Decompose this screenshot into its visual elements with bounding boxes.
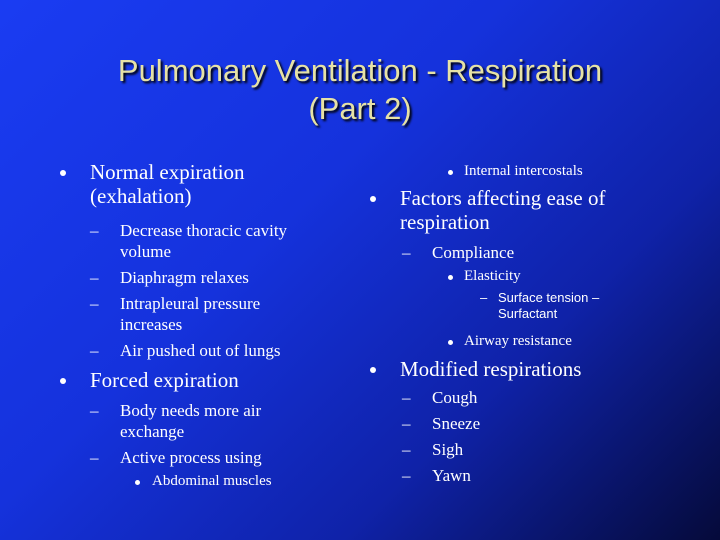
- sub-sub-item: [370, 267, 664, 286]
- small-disc-bullet-icon: [448, 340, 453, 345]
- sub-item-text: Diaphragm relaxes: [120, 268, 249, 287]
- sub-item-text: Yawn: [432, 466, 471, 485]
- sub-item-text: Sigh: [432, 440, 464, 459]
- bullet-text: Factors affecting ease of respiration: [400, 186, 606, 234]
- bullet-modified: [370, 357, 680, 381]
- sub-item-text: Body needs more air exchange: [120, 401, 262, 441]
- small-disc-bullet-icon: [135, 480, 140, 485]
- sub-item: [370, 439, 632, 460]
- slide-title-line-2: (Part 2): [308, 91, 412, 126]
- left-column: [50, 160, 350, 491]
- sub-item: [370, 387, 632, 408]
- en-dash-icon: –: [90, 341, 99, 360]
- level-4-item: [370, 290, 618, 322]
- en-dash-icon: –: [402, 388, 411, 407]
- en-dash-icon: –: [402, 414, 411, 433]
- en-dash-icon: –: [402, 466, 411, 485]
- sub-item-text: Intrapleural pressure increases: [120, 294, 261, 334]
- bullet-text: Modified respirations: [400, 357, 582, 381]
- en-dash-icon: –: [90, 221, 99, 240]
- en-dash-icon: –: [402, 243, 411, 262]
- sub-item: [50, 340, 330, 361]
- slide-title-line-1: Pulmonary Ventilation - Respiration: [117, 53, 603, 88]
- sub-sub-item-text: Airway resistance: [464, 333, 572, 349]
- bullet-normal-expiration: [50, 160, 290, 208]
- bullet-text: Normal expiration (exhalation): [90, 160, 245, 208]
- en-dash-icon: –: [90, 294, 99, 313]
- en-dash-icon: –: [90, 268, 99, 287]
- en-dash-icon: –: [402, 440, 411, 459]
- sub-item: [370, 413, 632, 434]
- sub-item: [50, 267, 330, 288]
- sub-item-text: Cough: [432, 388, 478, 407]
- slide-title: [0, 52, 720, 128]
- disc-bullet-icon: [60, 378, 66, 384]
- sub-sub-item-text: Internal intercostals: [464, 163, 583, 179]
- sub-item-text: Active process using: [120, 448, 262, 467]
- disc-bullet-icon: [60, 170, 66, 176]
- en-dash-icon: –: [90, 401, 99, 420]
- disc-bullet-icon: [370, 196, 376, 202]
- level-4-item-text: Surface tension – Surfactant: [498, 290, 600, 321]
- right-column: [370, 160, 690, 486]
- sub-sub-item: [370, 332, 664, 351]
- sub-item-text: Compliance: [432, 243, 515, 262]
- bullet-text: Forced expiration: [90, 368, 239, 392]
- sub-item-text: Sneeze: [432, 414, 481, 433]
- sub-sub-item: [370, 162, 684, 181]
- sub-item: [370, 242, 672, 263]
- bullet-factors: [370, 186, 670, 234]
- sub-item-text: Decrease thoracic cavity volume: [120, 221, 288, 261]
- en-dash-icon: –: [480, 290, 488, 305]
- disc-bullet-icon: [370, 367, 376, 373]
- sub-item: [50, 293, 300, 335]
- sub-item-text: Air pushed out of lungs: [120, 341, 281, 360]
- small-disc-bullet-icon: [448, 275, 453, 280]
- en-dash-icon: –: [90, 448, 99, 467]
- sub-sub-item-text: Elasticity: [464, 268, 521, 284]
- sub-sub-item-text: Abdominal muscles: [152, 473, 272, 489]
- sub-item: [50, 400, 310, 442]
- sub-item: [50, 220, 330, 262]
- small-disc-bullet-icon: [448, 170, 453, 175]
- sub-sub-item: [50, 472, 352, 491]
- bullet-forced-expiration: [50, 368, 330, 392]
- sub-item: [370, 465, 632, 486]
- sub-item: [50, 447, 330, 468]
